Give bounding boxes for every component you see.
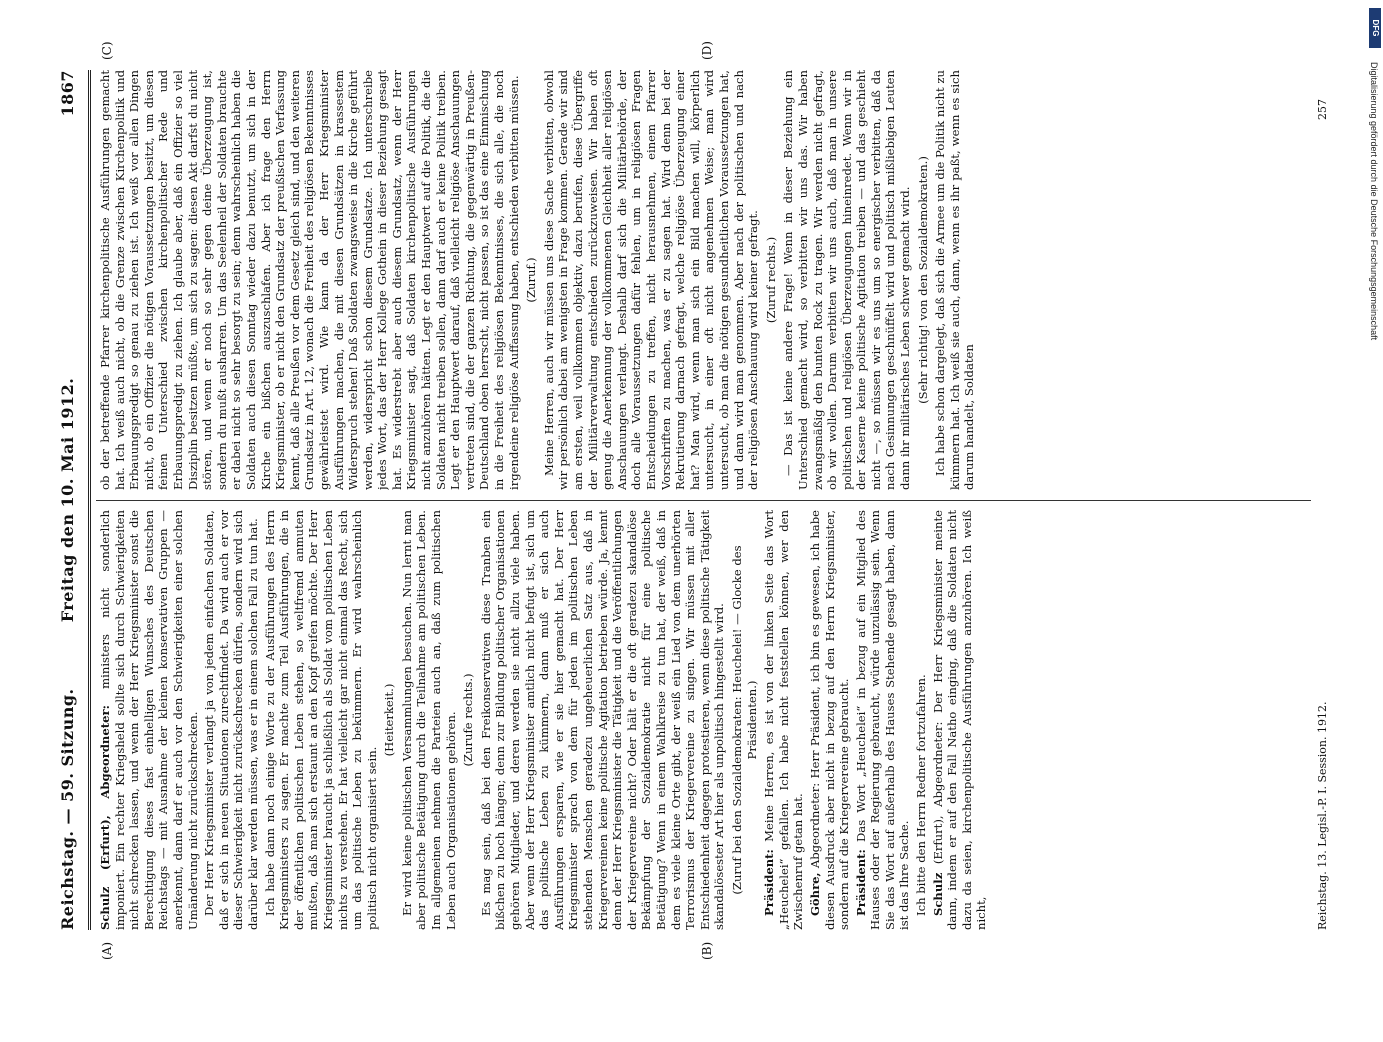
header-rule-double — [90, 70, 91, 930]
interjection: (Zuruf bei den Sozialdemokraten: Heuchelei! — Glocke des Präsidenten.) — [729, 545, 759, 895]
footer-publication: Reichstag. 13. Legisl.-P. I. Session. 1912. — [1316, 701, 1329, 930]
interjection: (Sehr richtig! von den Sozialdemokraten.) — [915, 156, 930, 404]
speaker-name: Göhre, — [807, 872, 822, 916]
margin-letter-b: (B) — [700, 941, 714, 960]
interjection: (Zuruf rechts.) — [763, 236, 778, 324]
speech-paragraph — [931, 510, 989, 930]
paragraph-text: Abgeordneter: Herr Präsident, ich bin es gewesen, ich habe diesen Ausdruck aber nicht in bezug auf den Herrn Kriegsminister, sondern auf die Kriegervereine gebraucht. — [807, 510, 852, 930]
margin-letter-a: (A) — [100, 941, 114, 960]
header-page-number: 1867 — [58, 70, 77, 117]
page-header — [58, 70, 84, 930]
speech-paragraph — [854, 510, 912, 930]
speech-paragraph: Ich bitte den Herrn Redner fortzufahren. — [914, 674, 929, 916]
speaker-name: Präsident: — [762, 849, 777, 916]
paragraph-text: Das Wort „Heuchelei“ in bezug auf ein Mitglied des Hauses oder der Regierung gebraucht, würde unzulässig sein. Wenn Sie das Wort auf außerhalb des Hauses Stehende gesagt haben, dann ist das Ihre Sache. — [853, 510, 912, 930]
speech-paragraph: Meine Herren, auch wir müssen uns diese Sache verbitten, obwohl wir persönlich dabei am wenigsten in Frage kommen. Gerade wir sind am ersten, weil vollkommen objektiv, dazu berufen, diese Übergriffe der Militärverwaltung entschieden zurückzuweisen. Wir haben oft genug die Anerkennung der vollkommenen Gleichheit aller religiösen Anschauungen verlangt. Deshalb darf sich die Militärbehörde, der doch alle Voraussetzungen dafür fehlen, um in religiösen Fragen Entscheidungen zu treffen, nicht herausnehmen, einem Pfarrer Vorschriften zu machen, was er zu sagen hat. Wird denn bei der Rekrutierung darnach gefragt, welche religiöse Überzeugung einer hat? Man wird, wenn man sich ein Bild machen will, körperlich untersucht, in einer oft nicht angenehmen Weise; man wird untersucht, ob man die nötigen gesundheitlichen Voraussetzungen hat, und dann wird man genommen. Aber nach der politischen und nach der religiösen Anschauung wird keiner gefragt. — [541, 70, 761, 490]
speech-paragraph: Ich habe dann noch einige Worte zu der Ausführungen des Herrn Kriegsministers zu sagen. Er machte zum Teil Ausführungen, die in der öffentlichen politischen Leben stehen, so weltfremd anmuten mußten, daß man sich erstaunt an den Kopf greifen möchte. Der Herr Kriegsminister braucht ja schließlich als Soldat vom politischen Leben nichts zu verstehen. Er hat vielleicht gar nicht einmal das Recht, sich um das politische Leben zu bekümmern. Er wird wahrscheinlich politisch nicht organisiert sein. — [262, 510, 379, 930]
speaker-name: Schulz — [930, 872, 945, 916]
speech-paragraph: — Das ist keine andere Frage! Wenn in dieser Beziehung ein Unterschied gemacht wird, so verbitten wir uns das. Wir haben zwangsmäßig den bunten Rock zu tragen. Wir werden nicht gefragt, ob wir wollen. Darum verbitten wir uns auch, daß man in unsere politischen und religiösen Überzeugungen hineinredet. Wenn wir in der Kaserne keine politische Agitation treiben — und das geschieht nicht —, so müssen wir es uns um so energischer verbitten, daß da nach Gesinnungen geschnüffelt wird und politisch mißliebigen Leuten dann ihr militärisches Leben schwer gemacht wird. — [781, 70, 913, 490]
interjection: (Zuruf.) — [524, 257, 539, 303]
speech-paragraph: Er wird keine politischen Versammlungen besuchen. Nun lernt man aber politische Betätigung durch die Teilnahme am politischen Leben. Im allgemeinen nehmen die Parteien auch an, daß zum politischen Leben auch Organisationen gehören. — [399, 510, 458, 930]
interjection: (Heiterkeit.) — [382, 683, 397, 757]
speech-paragraph — [762, 510, 806, 930]
interjection: (Zurufe rechts.) — [461, 673, 476, 767]
speech-paragraph: Ich habe schon dargelegt, daß sich die Armee um die Politik nicht zu kümmern hat. Ich weiß sie auch, dann, wenn es ihr paßt, wenn es sich darum handelt, Soldaten — [933, 70, 977, 490]
speaker-name: Präsident: — [853, 849, 868, 916]
left-column — [98, 510, 1328, 930]
speech-paragraph: Der Herr Kriegsminister verlangt ja von jedem einfachen Soldaten, daß er sich in neuen Situationen zurechtfindet. Da wird auch er vor dieser Schwierigkeit nicht zurückschrecken dürfen, sondern wird sich darüber klar werden müssen, was er in einem solchen Fall zu tun hat. — [202, 510, 260, 930]
speaker-name: Schulz (Erfurt), Abgeordneter: — [98, 705, 112, 930]
speech-paragraph — [808, 510, 852, 930]
speech-paragraph — [98, 510, 200, 930]
margin-letter-d: (D) — [700, 41, 714, 60]
margin-letter-c: (C) — [100, 41, 114, 60]
column-divider — [96, 500, 1311, 501]
footer-sheet-number: 257 — [1316, 99, 1329, 120]
header-date: Freitag den 10. Mai 1912. — [58, 377, 77, 623]
header-session: Reichstag. — 59. Sitzung. — [58, 688, 77, 930]
right-column — [98, 70, 1328, 490]
dfg-logo-text: DFG — [1371, 19, 1380, 37]
digitization-credit-text: Digitalisierung gefördert durch die Deutsche Forschungsgemeinschaft — [1369, 62, 1379, 341]
header-rule — [88, 70, 89, 930]
digitization-credit — [1367, 8, 1381, 998]
speech-paragraph: Es mag sein, daß bei den Freikonservativen diese Tranben ein bißchen zu hoch hängen; denn zur Bildung politischer Organisationen gehören Mitglieder, und deren werden sie nicht allzu viele haben. Aber wenn der Herr Kriegsminister amtlich nicht befugt ist, sich um das politische Leben zu kümmern, dann muß er sich auch Ausführungen ersparen, wie er sie hier gemacht hat. Der Herr Kriegsminister sprach von dem für jeden im politischen Leben stehenden Menschen geradezu ungeheuerlichen Satz aus, daß in Kriegervereinen keine politische Agitation betrieben würde. Ja, kennt denn der Herr Kriegsminister die Tätigkeit und die Veröffentlichungen der Kriegervereine nicht? Oder hält er die oft geradezu skandalöse Bekämpfung der Sozialdemokratie nicht für eine politische Betätigung? Wenn in einem Wahlkreise zu tun hat, der weiß, daß in dem es viele kleine Orte gibt, der weiß ein Lied von dem unerhörten Terrorismus der Kriegervereine zu singen. Wir müssen mit aller Entschiedenheit dagegen protestieren, wenn diese politische Tätigkeit skandalösester Art hier als unpolitisch hingestellt wird. — [478, 510, 727, 930]
paragraph-text: ministers nicht sonderlich imponiert. Ein rechter Kriegsheld sollte sich durch Schwierigkeiten nicht schrecken lassen, und wenn der Herr Kriegsminister sonst die Berechtigung dieses fast einhelligen Wunsches des Deutschen Reichstags — mit Ausnahme der kleinen konservativen Gruppen — anerkennt, dann darf er auch vor den Schwierigkeiten einer solchen Umänderung nicht zurückschrecken. — [98, 510, 200, 930]
paragraph-text: (Erfurt), Abgeordneter: Der Herr Kriegsminister meinte dann, indem er auf den Fall Natho einging, daß die Soldaten nicht dazu da seien, kirchenpolitische Ausführungen anzuhören. Ich weiß nicht, — [930, 510, 989, 930]
paragraph-text: Meine Herren, es ist von der linken Seite das Wort „Heuchelei“ gefallen. Ich habe nicht feststellen können, wer den Zwischenruf getan hat. — [762, 510, 806, 930]
speech-paragraph: ob der betreffende Pfarrer kirchenpolitische Ausführungen gemacht hat. Ich weiß auch nicht, ob die Grenze zwischen Kirchenpolitik und Erbauungspredigt so genau zu ziehen ist. Ich weiß vor allen Dingen nicht, ob ein Offizier die nötigen Voraussetzungen besitzt, um diesen feinen Unterschied zwischen kirchenpolitischer Rede und Erbauungspredigt zu ziehen. Ich glaube aber, daß ein Offizier so viel Disziplin besitzen müßte, um sich zu sagen: diesen Akt darfst du nicht stören, und wenn er noch so sehr gegen deine Überzeugung ist, sondern du mußt ausharren. Um das Seelenheil der Soldaten brauchte er dabei nicht so sehr besorgt zu sein; denn wahrscheinlich haben die Soldaten auch diesen Sonntag wieder dazu benutzt, um sich in der Kirche ein bißchen auszuschlafen. Aber ich frage den Herrn Kriegsminister, ob er nicht den Grundsatz der preußischen Verfassung kennt, daß alle Preußen vor dem Gesetz gleich sind, und den weiteren Grundsatz in Art. 12, wonach die Freiheit des religiösen Bekenntnisses gewährleistet wird. Wie kann da der Herr Kriegsminister Ausführungen machen, die mit diesen Grundsätzen in krassestem Widerspruch stehen! Daß Soldaten zwangsweise in die Kirche geführt werden, widerspricht schon diesem Grundsatze. Ich unterschreibe jedes Wort, das der Herr Kollege Gothein in dieser Beziehung gesagt hat. Es widerstrebt aber auch diesem Grundsatz, wenn der Herr Kriegsminister sagt, daß Soldaten kirchenpolitische Ausführungen nicht anzuhören hätten. Legt er den Hauptwert auf die Politik, die die Soldaten nicht treiben sollen, dann darf auch er keine Politik treiben. Legt er den Hauptwert darauf, daß vielleicht religiöse Anschauungen vertreten sind, die der ganzen Richtung, die gegenwärtig in Preußen-Deutschland oben herrscht, nicht passen, so ist das eine Einmischung in die Freiheit des religiösen Bekenntnisses, die sich alle, die noch irgendeine religiöse Auffassung haben, entschieden verbitten müssen. — [98, 70, 521, 490]
